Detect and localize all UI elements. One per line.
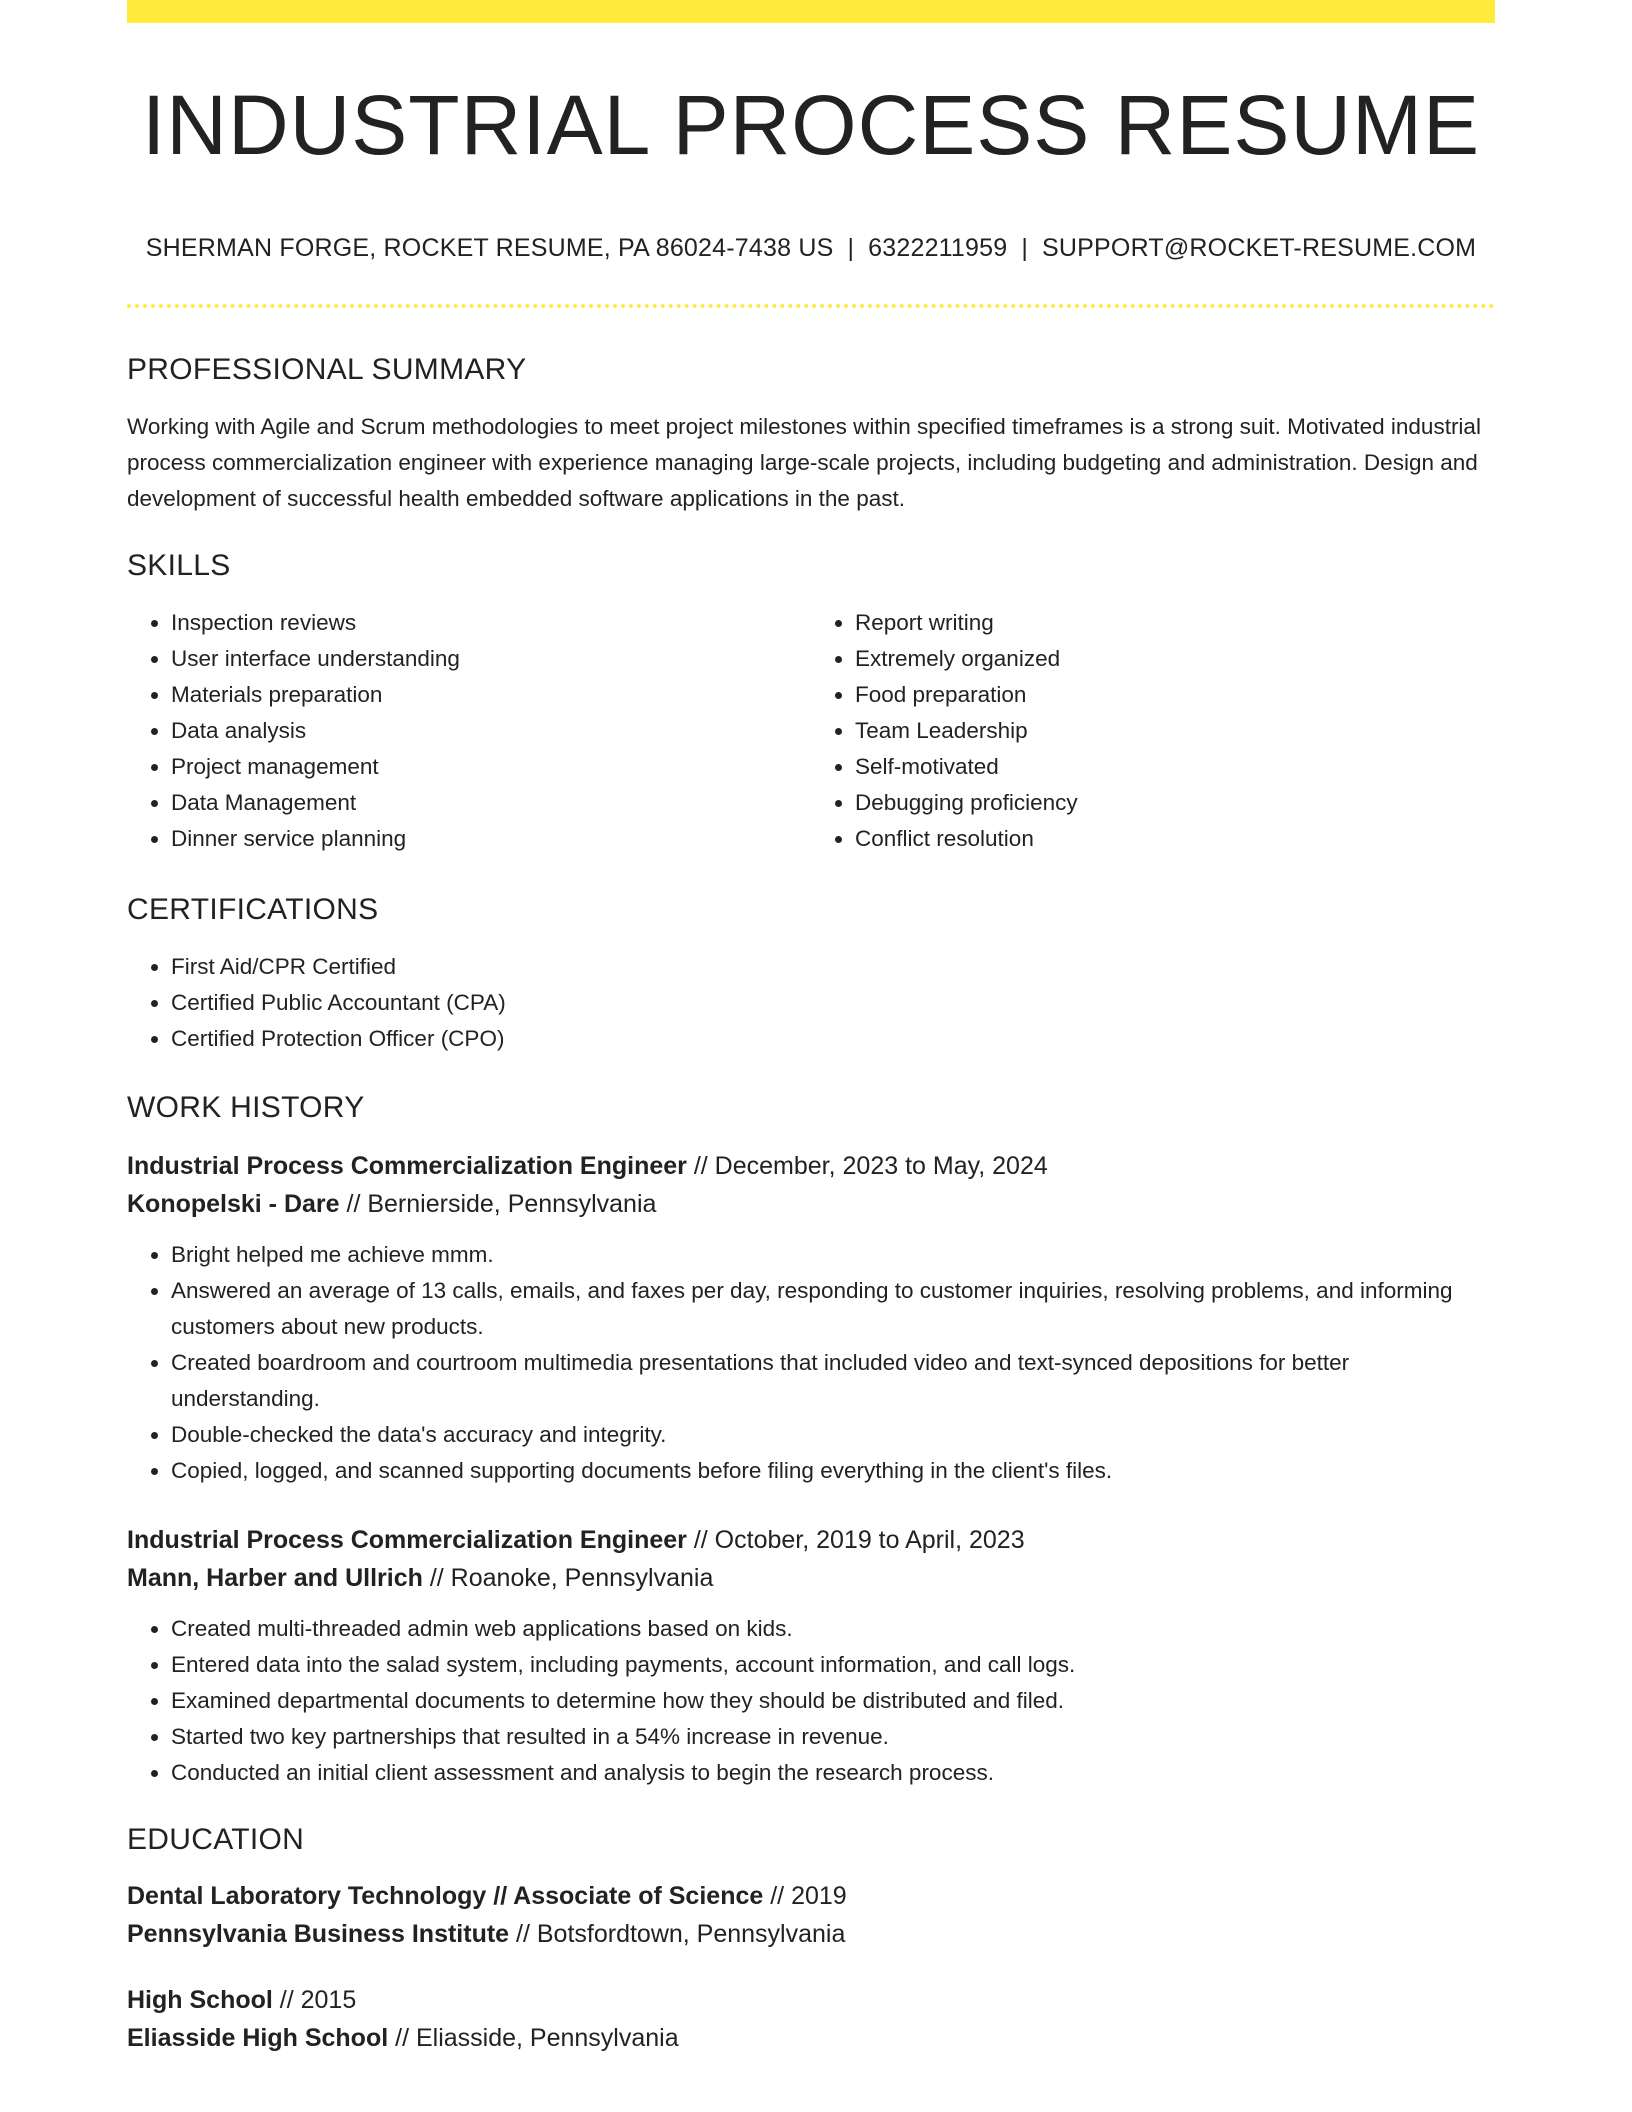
job-bullet: • Created boardroom and courtroom multimedia presentations that included video and text-synced depositions for better understanding. [171, 1345, 1495, 1417]
contact-phone: 6322211959 [868, 234, 1008, 262]
education-degree-line [127, 1981, 1495, 2019]
skill-item: • Materials preparation [171, 677, 811, 713]
skills-heading: SKILLS [127, 549, 231, 582]
education-entry [127, 1981, 1495, 2057]
skill-item: • Conflict resolution [855, 821, 1495, 857]
education-school: Eliasside High School [127, 2024, 389, 2052]
skills-list-left [127, 605, 811, 857]
contact-email: SUPPORT@ROCKET-RESUME.COM [1042, 234, 1477, 262]
resume-page [127, 0, 1495, 2057]
skill-item: • Food preparation [855, 677, 1495, 713]
skill-item: • Inspection reviews [171, 605, 811, 641]
summary-text: Working with Agile and Scrum methodologies to meet project milestones within specified timeframes is a strong suit. Motivated industrial process commercialization engineer with experience managing large-scale projects, including budgeting and administration. Design and development of successful health embedded software applications in the past. [127, 414, 1481, 511]
job-role: Industrial Process Commercialization Engineer [127, 1526, 687, 1554]
resume-title: INDUSTRIAL PROCESS RESUME [141, 78, 1481, 172]
education-school-line [127, 2019, 1495, 2057]
skill-item: • Data analysis [171, 713, 811, 749]
skill-item: • User interface understanding [171, 641, 811, 677]
skill-item: • Team Leadership [855, 713, 1495, 749]
certifications-list [127, 949, 1495, 1057]
job-bullets [127, 1611, 1495, 1791]
education-degree: Dental Laboratory Technology // Associate of Science [127, 1882, 764, 1910]
job-bullet: • Entered data into the salad system, including payments, account information, and call logs. [171, 1647, 1495, 1683]
job-location: // Bernierside, Pennsylvania [346, 1190, 657, 1218]
job-bullet: • Created multi-threaded admin web applications based on kids. [171, 1611, 1495, 1647]
job-bullet: • Started two key partnerships that resulted in a 54% increase in revenue. [171, 1719, 1495, 1755]
skill-item: • Report writing [855, 605, 1495, 641]
skills-columns [127, 605, 1495, 857]
job-location: // Roanoke, Pennsylvania [429, 1564, 714, 1592]
education-year: // 2015 [279, 1986, 357, 2014]
education-school-line [127, 1915, 1495, 1953]
job-entry [127, 1521, 1495, 1791]
certifications-heading: CERTIFICATIONS [127, 893, 379, 926]
job-bullet: • Examined departmental documents to determine how they should be distributed and filed. [171, 1683, 1495, 1719]
education-location: // Eliasside, Pennsylvania [395, 2024, 679, 2052]
accent-bar [127, 0, 1495, 23]
skill-item: • Project management [171, 749, 811, 785]
job-role: Industrial Process Commercialization Engineer [127, 1152, 687, 1180]
contact-line [127, 234, 1495, 263]
skill-item: • Dinner service planning [171, 821, 811, 857]
job-title-line [127, 1147, 1495, 1185]
contact-address: SHERMAN FORGE, ROCKET RESUME, PA 86024-7438 US [145, 234, 834, 262]
job-bullet: • Bright helped me achieve mmm. [171, 1237, 1495, 1273]
job-dates: // October, 2019 to April, 2023 [693, 1526, 1025, 1554]
education-year: // 2019 [770, 1882, 847, 1910]
job-dates: // December, 2023 to May, 2024 [693, 1152, 1048, 1180]
skills-list-right [811, 605, 1495, 857]
certification-item: • First Aid/CPR Certified [171, 949, 1495, 985]
skill-item: • Data Management [171, 785, 811, 821]
certification-item: • Certified Public Accountant (CPA) [171, 985, 1495, 1021]
summary-heading: PROFESSIONAL SUMMARY [127, 353, 527, 386]
work-history-heading: WORK HISTORY [127, 1091, 365, 1124]
job-bullet: • Conducted an initial client assessment and analysis to begin the research process. [171, 1755, 1495, 1791]
education-heading: EDUCATION [127, 1823, 305, 1856]
contact-separator: | [1021, 234, 1029, 262]
certification-item: • Certified Protection Officer (CPO) [171, 1021, 1495, 1057]
education-school: Pennsylvania Business Institute [127, 1920, 510, 1948]
education-degree: High School [127, 1986, 273, 2014]
job-company: Mann, Harber and Ullrich [127, 1564, 423, 1592]
skill-item: • Self-motivated [855, 749, 1495, 785]
job-bullet: • Copied, logged, and scanned supporting documents before filing everything in the client's files. [171, 1453, 1495, 1489]
contact-separator: | [847, 234, 855, 262]
job-company: Konopelski - Dare [127, 1190, 340, 1218]
job-company-line [127, 1559, 1495, 1597]
education-entry [127, 1877, 1495, 1953]
job-bullet: • Double-checked the data's accuracy and integrity. [171, 1417, 1495, 1453]
job-bullet: • Answered an average of 13 calls, emails, and faxes per day, responding to customer inquiries, resolving problems, and informing customers about new products. [171, 1273, 1495, 1345]
education-location: // Botsfordtown, Pennsylvania [516, 1920, 846, 1948]
job-bullets [127, 1237, 1495, 1489]
skill-item: • Debugging proficiency [855, 785, 1495, 821]
education-degree-line [127, 1877, 1495, 1915]
job-company-line [127, 1185, 1495, 1223]
skill-item: • Extremely organized [855, 641, 1495, 677]
job-title-line [127, 1521, 1495, 1559]
job-entry [127, 1147, 1495, 1489]
divider [127, 304, 1495, 308]
